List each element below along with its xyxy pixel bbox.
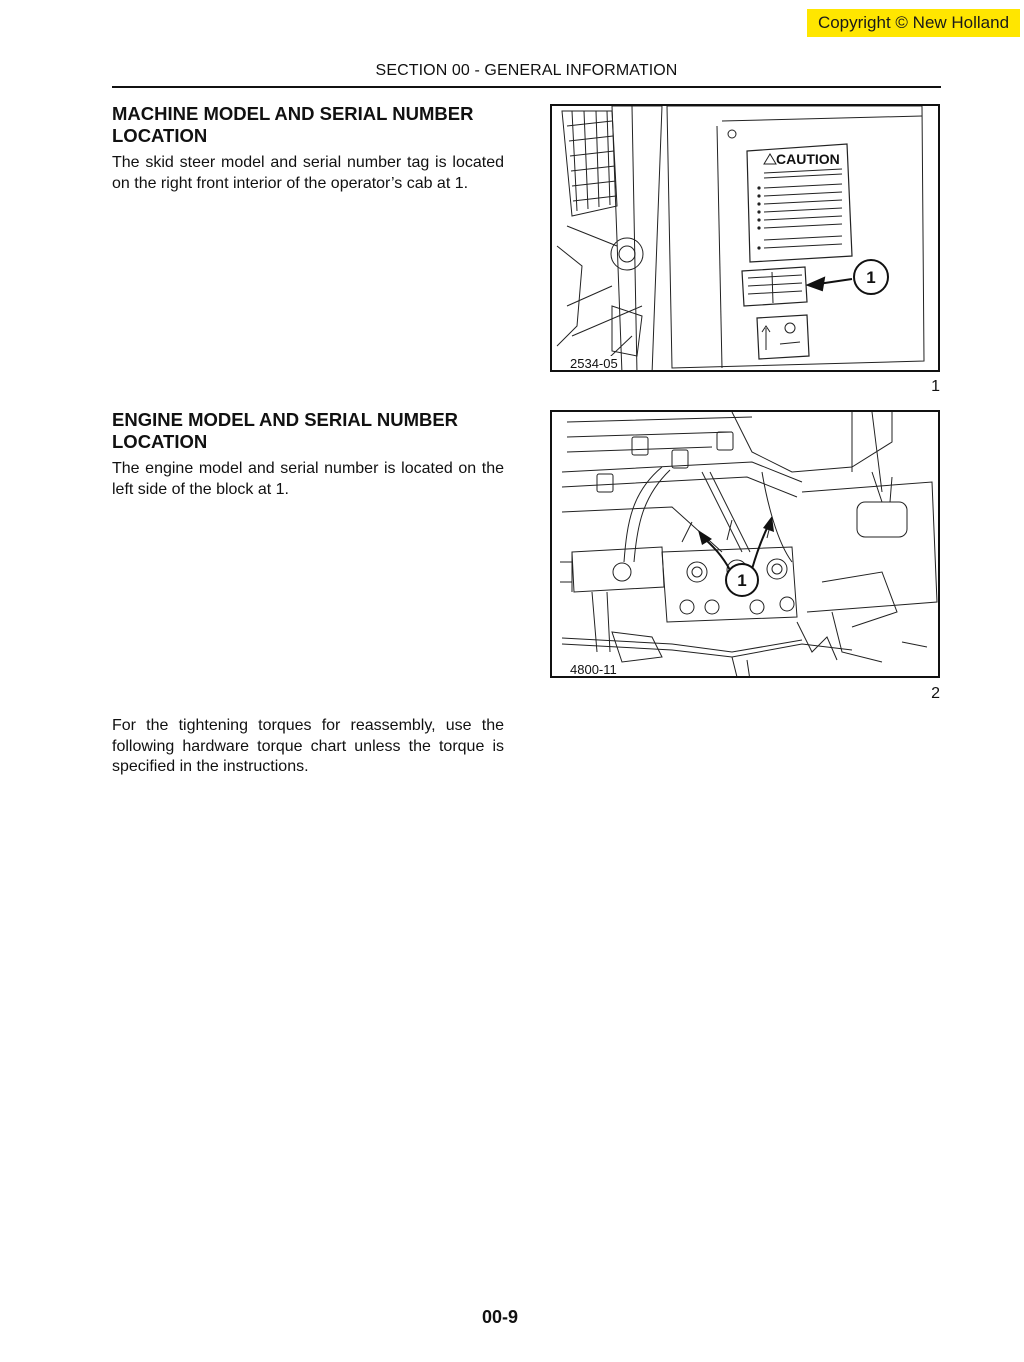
figure-code: 2534-05	[570, 356, 618, 371]
caution-label: CAUTION	[776, 151, 840, 167]
figure-code: 4800-11	[570, 662, 617, 677]
header-divider	[112, 86, 941, 88]
cab-illustration	[552, 106, 940, 372]
engine-serial-text: The engine model and serial number is located on the left side of the block at 1.	[112, 460, 504, 498]
engine-illustration	[552, 412, 940, 678]
engine-callout-number: 1	[737, 571, 747, 590]
cab-callout-number: 1	[866, 268, 876, 287]
torque-chart-note: For the tightening torques for reassembly, use the following hardware torque chart unless the torque is specified in the instructions.	[112, 717, 504, 775]
section-header: SECTION 00 - GENERAL INFORMATION	[375, 62, 678, 79]
page-number: 00-9	[481, 1307, 519, 1327]
figure-engine-serial	[550, 410, 940, 678]
figure-number: 1	[931, 378, 940, 395]
figure-cab-serial-tag	[550, 104, 940, 372]
machine-serial-heading: MACHINE MODEL AND SERIAL NUMBER LOCATION	[112, 103, 474, 146]
machine-serial-text: The skid steer model and serial number tag is located on the right front interior of the operator’s cab at 1.	[112, 154, 504, 192]
figure-number: 2	[931, 685, 940, 702]
engine-serial-heading: ENGINE MODEL AND SERIAL NUMBER LOCATION	[112, 409, 459, 452]
copyright-banner: Copyright © New Holland	[807, 9, 1020, 37]
